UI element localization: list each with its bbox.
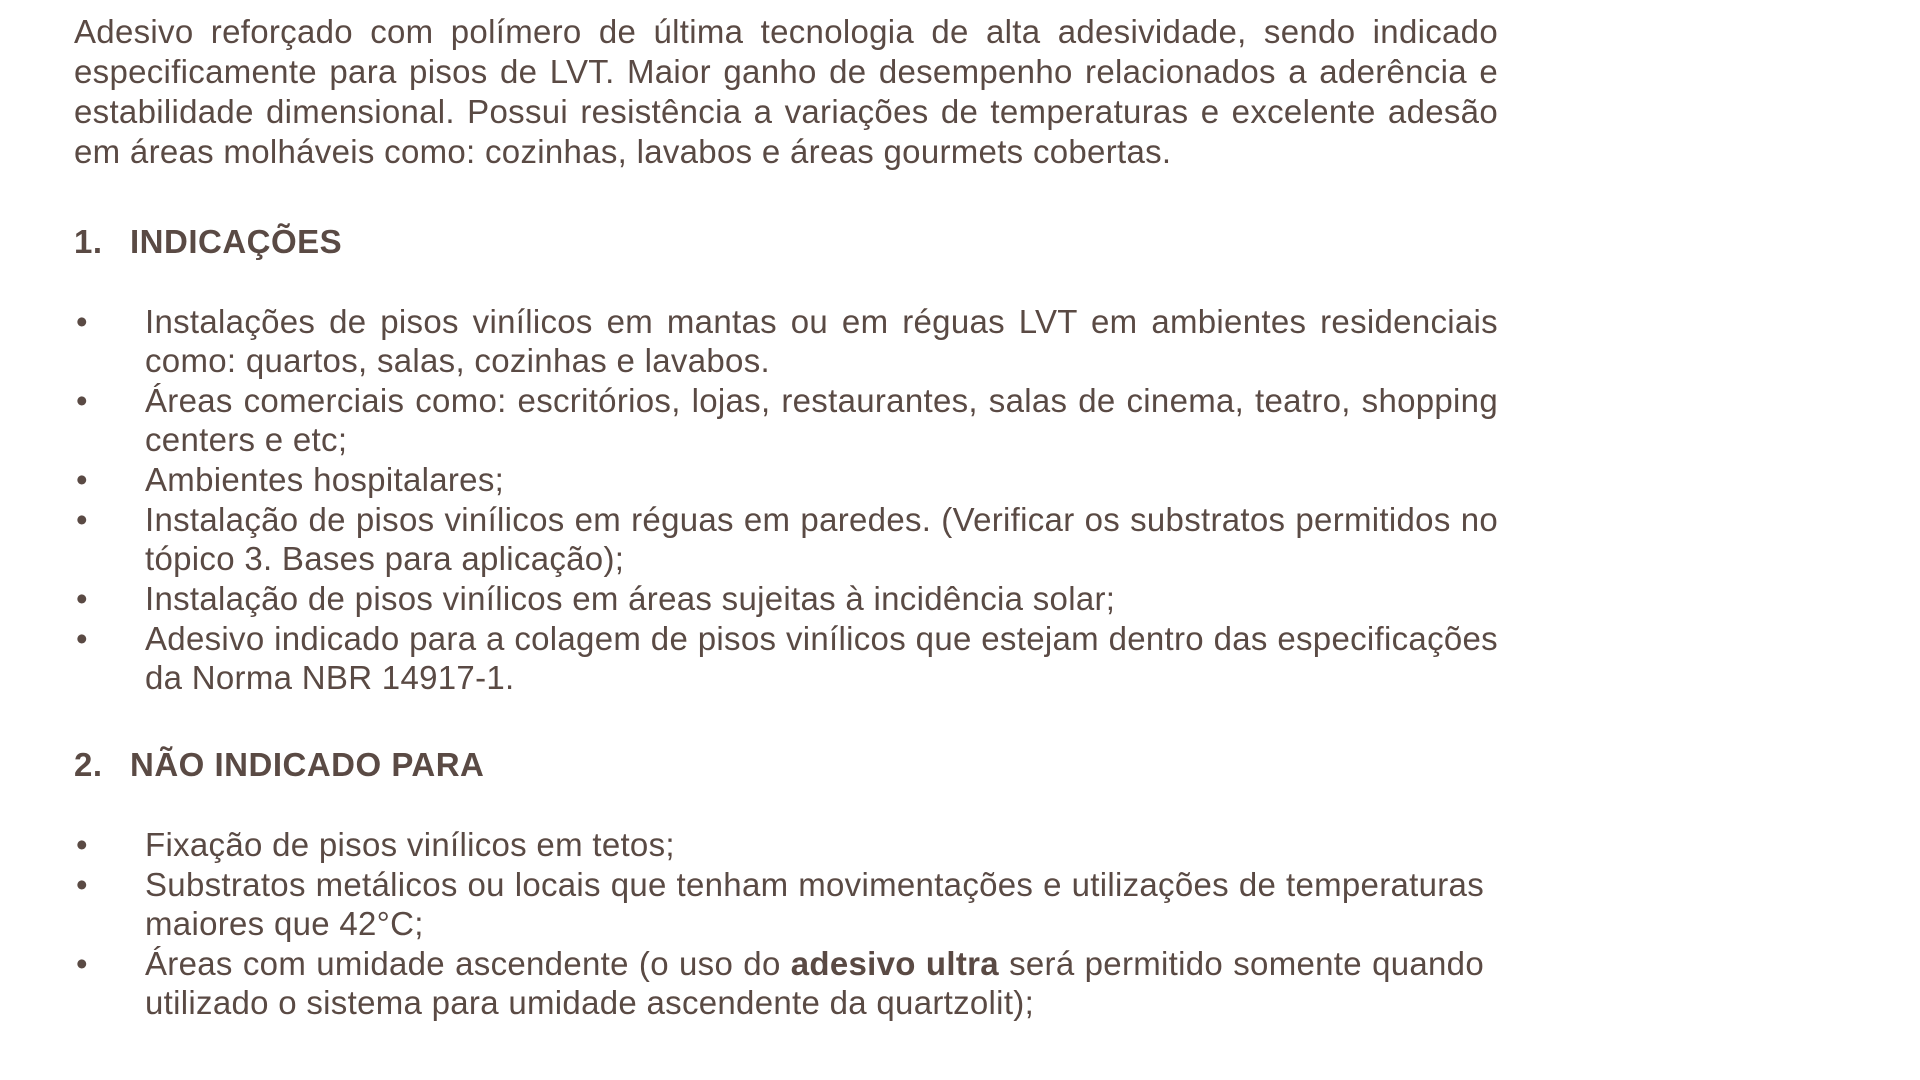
bullet-icon: • (76, 866, 88, 903)
section-1-title: INDICAÇÕES (130, 223, 343, 260)
bullet-icon: • (76, 826, 88, 863)
bullet-icon: • (76, 945, 88, 982)
list-item-text-before: Áreas com umidade ascendente (o uso do (145, 945, 791, 982)
list-item-text: Instalações de pisos vinílicos em mantas ou em réguas LVT em ambientes residenciais como: quartos, salas, cozinhas e lavabos. (145, 303, 1498, 379)
list-item (74, 460, 1498, 499)
list-item (74, 500, 1498, 578)
section-1-heading (74, 222, 1498, 262)
bullet-icon: • (76, 501, 88, 538)
list-item (74, 302, 1498, 380)
list-item-text: Adesivo indicado para a colagem de pisos vinílicos que estejam dentro das especificações da Norma NBR 14917-1. (145, 620, 1498, 696)
list-item-text: Instalação de pisos vinílicos em áreas sujeitas à incidência solar; (145, 580, 1116, 617)
list-item-text-after: será permitido somente quando utilizado o sistema para umidade ascendente da quartzolit); (145, 945, 1484, 1021)
section-2-heading (74, 745, 1498, 785)
list-item-text: Substratos metálicos ou locais que tenham movimentações e utilizações de temperaturas maiores que 42°C; (145, 866, 1484, 942)
bullet-icon: • (76, 580, 88, 617)
list-item (74, 381, 1498, 459)
bullet-icon: • (76, 303, 88, 340)
bullet-icon: • (76, 382, 88, 419)
section-2-number: 2. (74, 746, 103, 783)
list-item-text: Fixação de pisos vinílicos em tetos; (145, 826, 675, 863)
list-item-text: Instalação de pisos vinílicos em réguas em paredes. (Verificar os substratos permitidos no tópico 3. Bases para aplicação); (145, 501, 1498, 577)
section-1-list (74, 302, 1498, 697)
product-name-bold: adesivo ultra (790, 945, 999, 982)
bullet-icon: • (76, 461, 88, 498)
list-item-text (145, 944, 1484, 1022)
document-page (74, 12, 1498, 1023)
list-item-text: Áreas comerciais como: escritórios, lojas, restaurantes, salas de cinema, teatro, shopping centers e etc; (145, 382, 1498, 458)
list-item (74, 825, 1484, 864)
section-2-list (74, 825, 1484, 1022)
section-2-title: NÃO INDICADO PARA (130, 746, 485, 783)
list-item (74, 865, 1484, 943)
section-1-number: 1. (74, 223, 103, 260)
list-item (74, 579, 1498, 618)
list-item (74, 619, 1498, 697)
list-item (74, 944, 1484, 1022)
intro-paragraph: Adesivo reforçado com polímero de última tecnologia de alta adesividade, sendo indicado especificamente para pisos de LVT. Maior ganho de desempenho relacionados a aderência e estabilidade dimensional. Possui resistência a variações de temperaturas e excelente adesão em áreas molháveis como: cozinhas, lavabos e áreas gourmets cobertas. (74, 13, 1498, 170)
bullet-icon: • (76, 620, 88, 657)
list-item-text: Ambientes hospitalares; (145, 461, 505, 498)
